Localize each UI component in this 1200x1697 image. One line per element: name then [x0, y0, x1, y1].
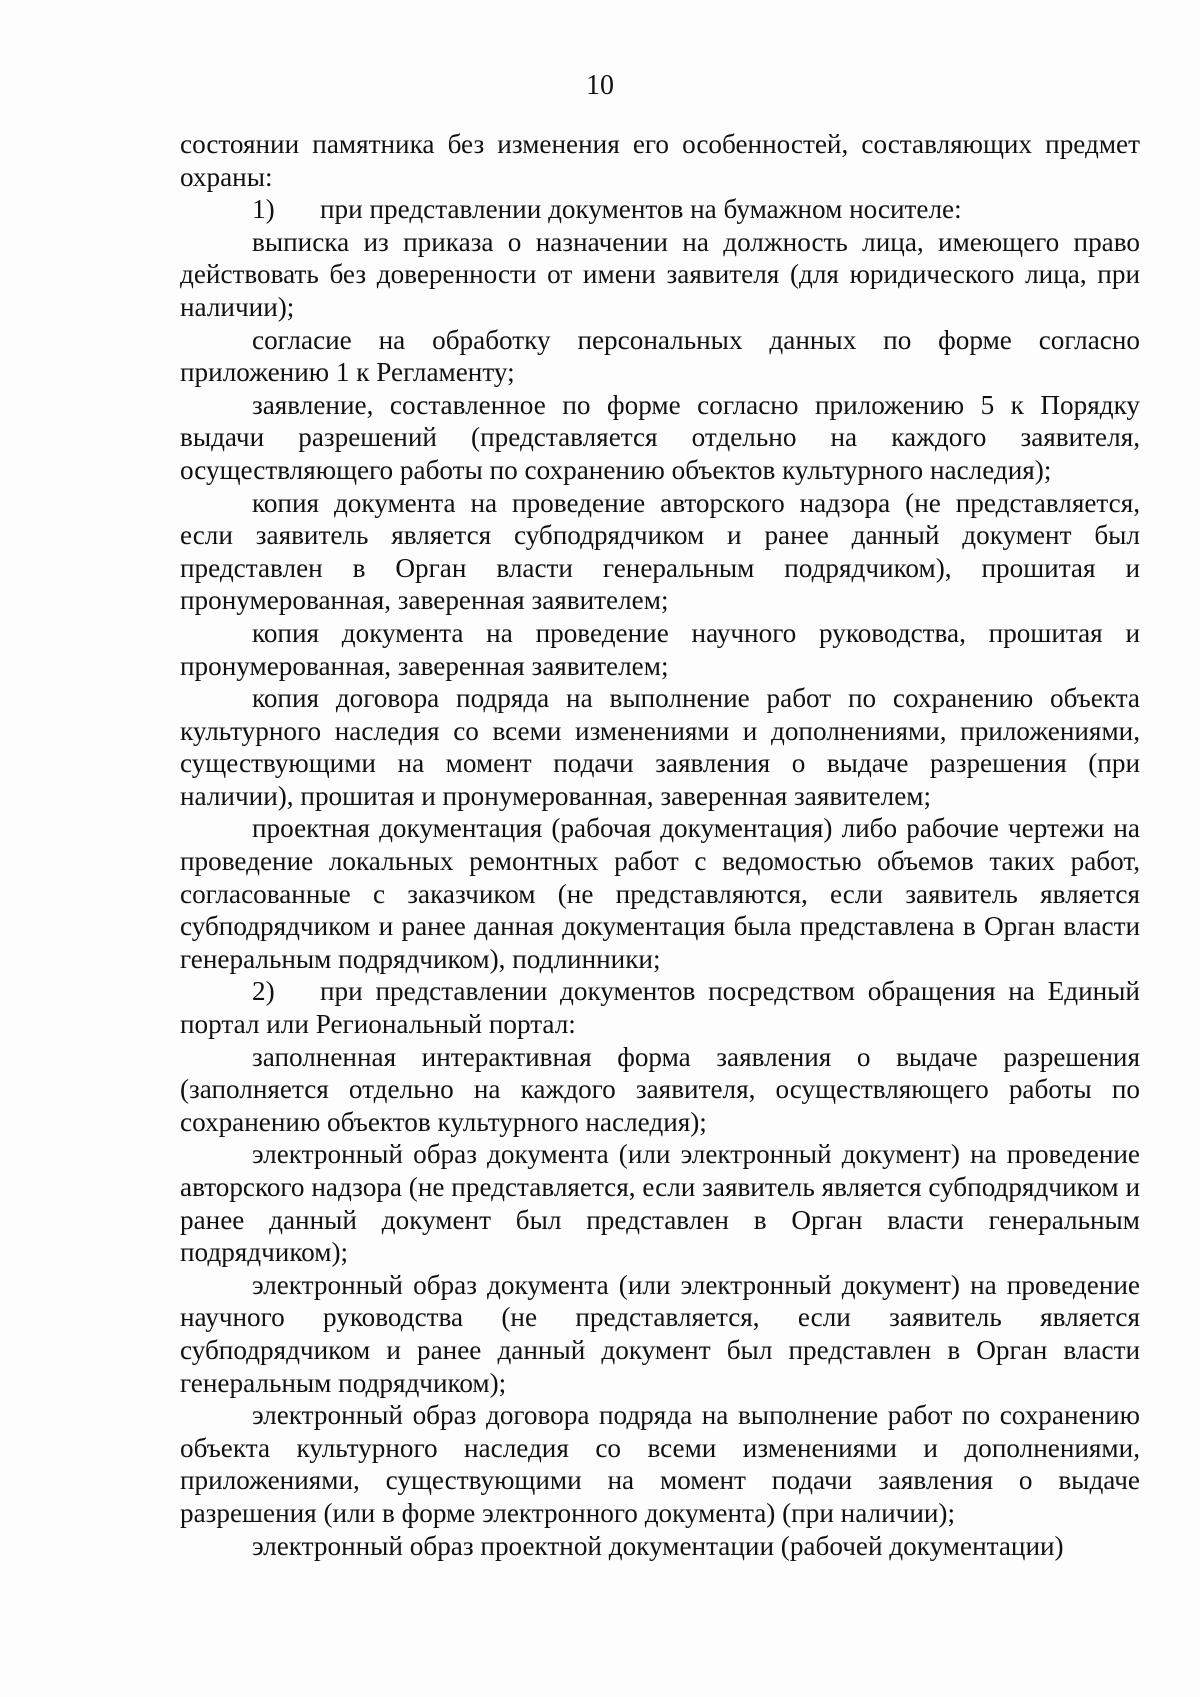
paragraph: при представлении документов посредством обращения на Единый портал или Региональный портал: — [180, 976, 1140, 1040]
paragraph: выписка из приказа о назначении на должность лица, имеющего право действовать без доверенности от имени заявителя (для юридического лица, при наличии); — [180, 226, 1140, 322]
paragraph: копия документа на проведение научного руководства, прошитая и пронумерованная, заверенная заявителем; — [180, 617, 1140, 681]
paragraph: согласие на обработку персональных данных по форме согласно приложению 1 к Регламенту; — [180, 324, 1140, 388]
paragraph: состоянии памятника без изменения его особенностей, составляющих предмет охраны: — [180, 129, 1140, 192]
paragraph: копия договора подряда на выполнение работ по сохранению объекта культурного наследия со всеми изменениями и дополнениями, приложениями, существующими на момент подачи заявления о выдаче разрешения (при наличии), прошитая и пронумерованная, заверенная заявителем; — [180, 683, 1140, 811]
item-number: 2) — [252, 976, 275, 1007]
item-number: 1) — [252, 194, 275, 225]
paragraph: электронный образ договора подряда на выполнение работ по сохранению объекта культурного наследия со всеми изменениями и дополнениями, приложениями, существующими на момент подачи заявления о выдаче разрешения (или в форме электронного документа) (при наличии); — [180, 1400, 1140, 1528]
list-item-portal — [180, 975, 1140, 1040]
paragraph: при представлении документов на бумажном носителе: — [320, 194, 962, 225]
paragraph: заявление, составленное по форме согласно приложению 5 к Порядку выдачи разрешений (представляется отдельно на каждого заявителя, осуществляющего работы по сохранению объектов культурного наследия); — [180, 389, 1140, 485]
paragraph: проектная документация (рабочая документация) либо рабочие чертежи на проведение локальных ремонтных работ с ведомостью объемов таких работ, согласованные с заказчиком (не представляются, если заявитель является субподрядчиком и ранее данная документация была представлена в Орган власти генеральным подрядчиком), подлинники; — [180, 813, 1140, 974]
document-body — [180, 128, 1140, 1562]
page-number: 10 — [586, 70, 614, 101]
paragraph: электронный образ документа (или электронный документ) на проведение авторского надзора (не представляется, если заявитель является субподрядчиком и ранее данный документ был представлен в Орган власти генеральным подрядчиком); — [180, 1139, 1140, 1268]
paragraph: электронный образ проектной документации (рабочей документации) — [252, 1530, 1064, 1561]
paragraph: заполненная интерактивная форма заявления о выдаче разрешения (заполняется отдельно на каждого заявителя, осуществляющего работы по сохранению объектов культурного наследия); — [180, 1041, 1140, 1137]
list-item-paper — [180, 193, 1140, 226]
paragraph: электронный образ документа (или электронный документ) на проведение научного руководства (не представляется, если заявитель является субподрядчиком и ранее данный документ был представлен в Орган власти генеральным подрядчиком); — [180, 1269, 1140, 1398]
paragraph: копия документа на проведение авторского надзора (не представляется, если заявитель является субподрядчиком и ранее данный документ был представлен в Орган власти генеральным подрядчиком), прошитая и пронумерованная, заверенная заявителем; — [180, 487, 1140, 616]
